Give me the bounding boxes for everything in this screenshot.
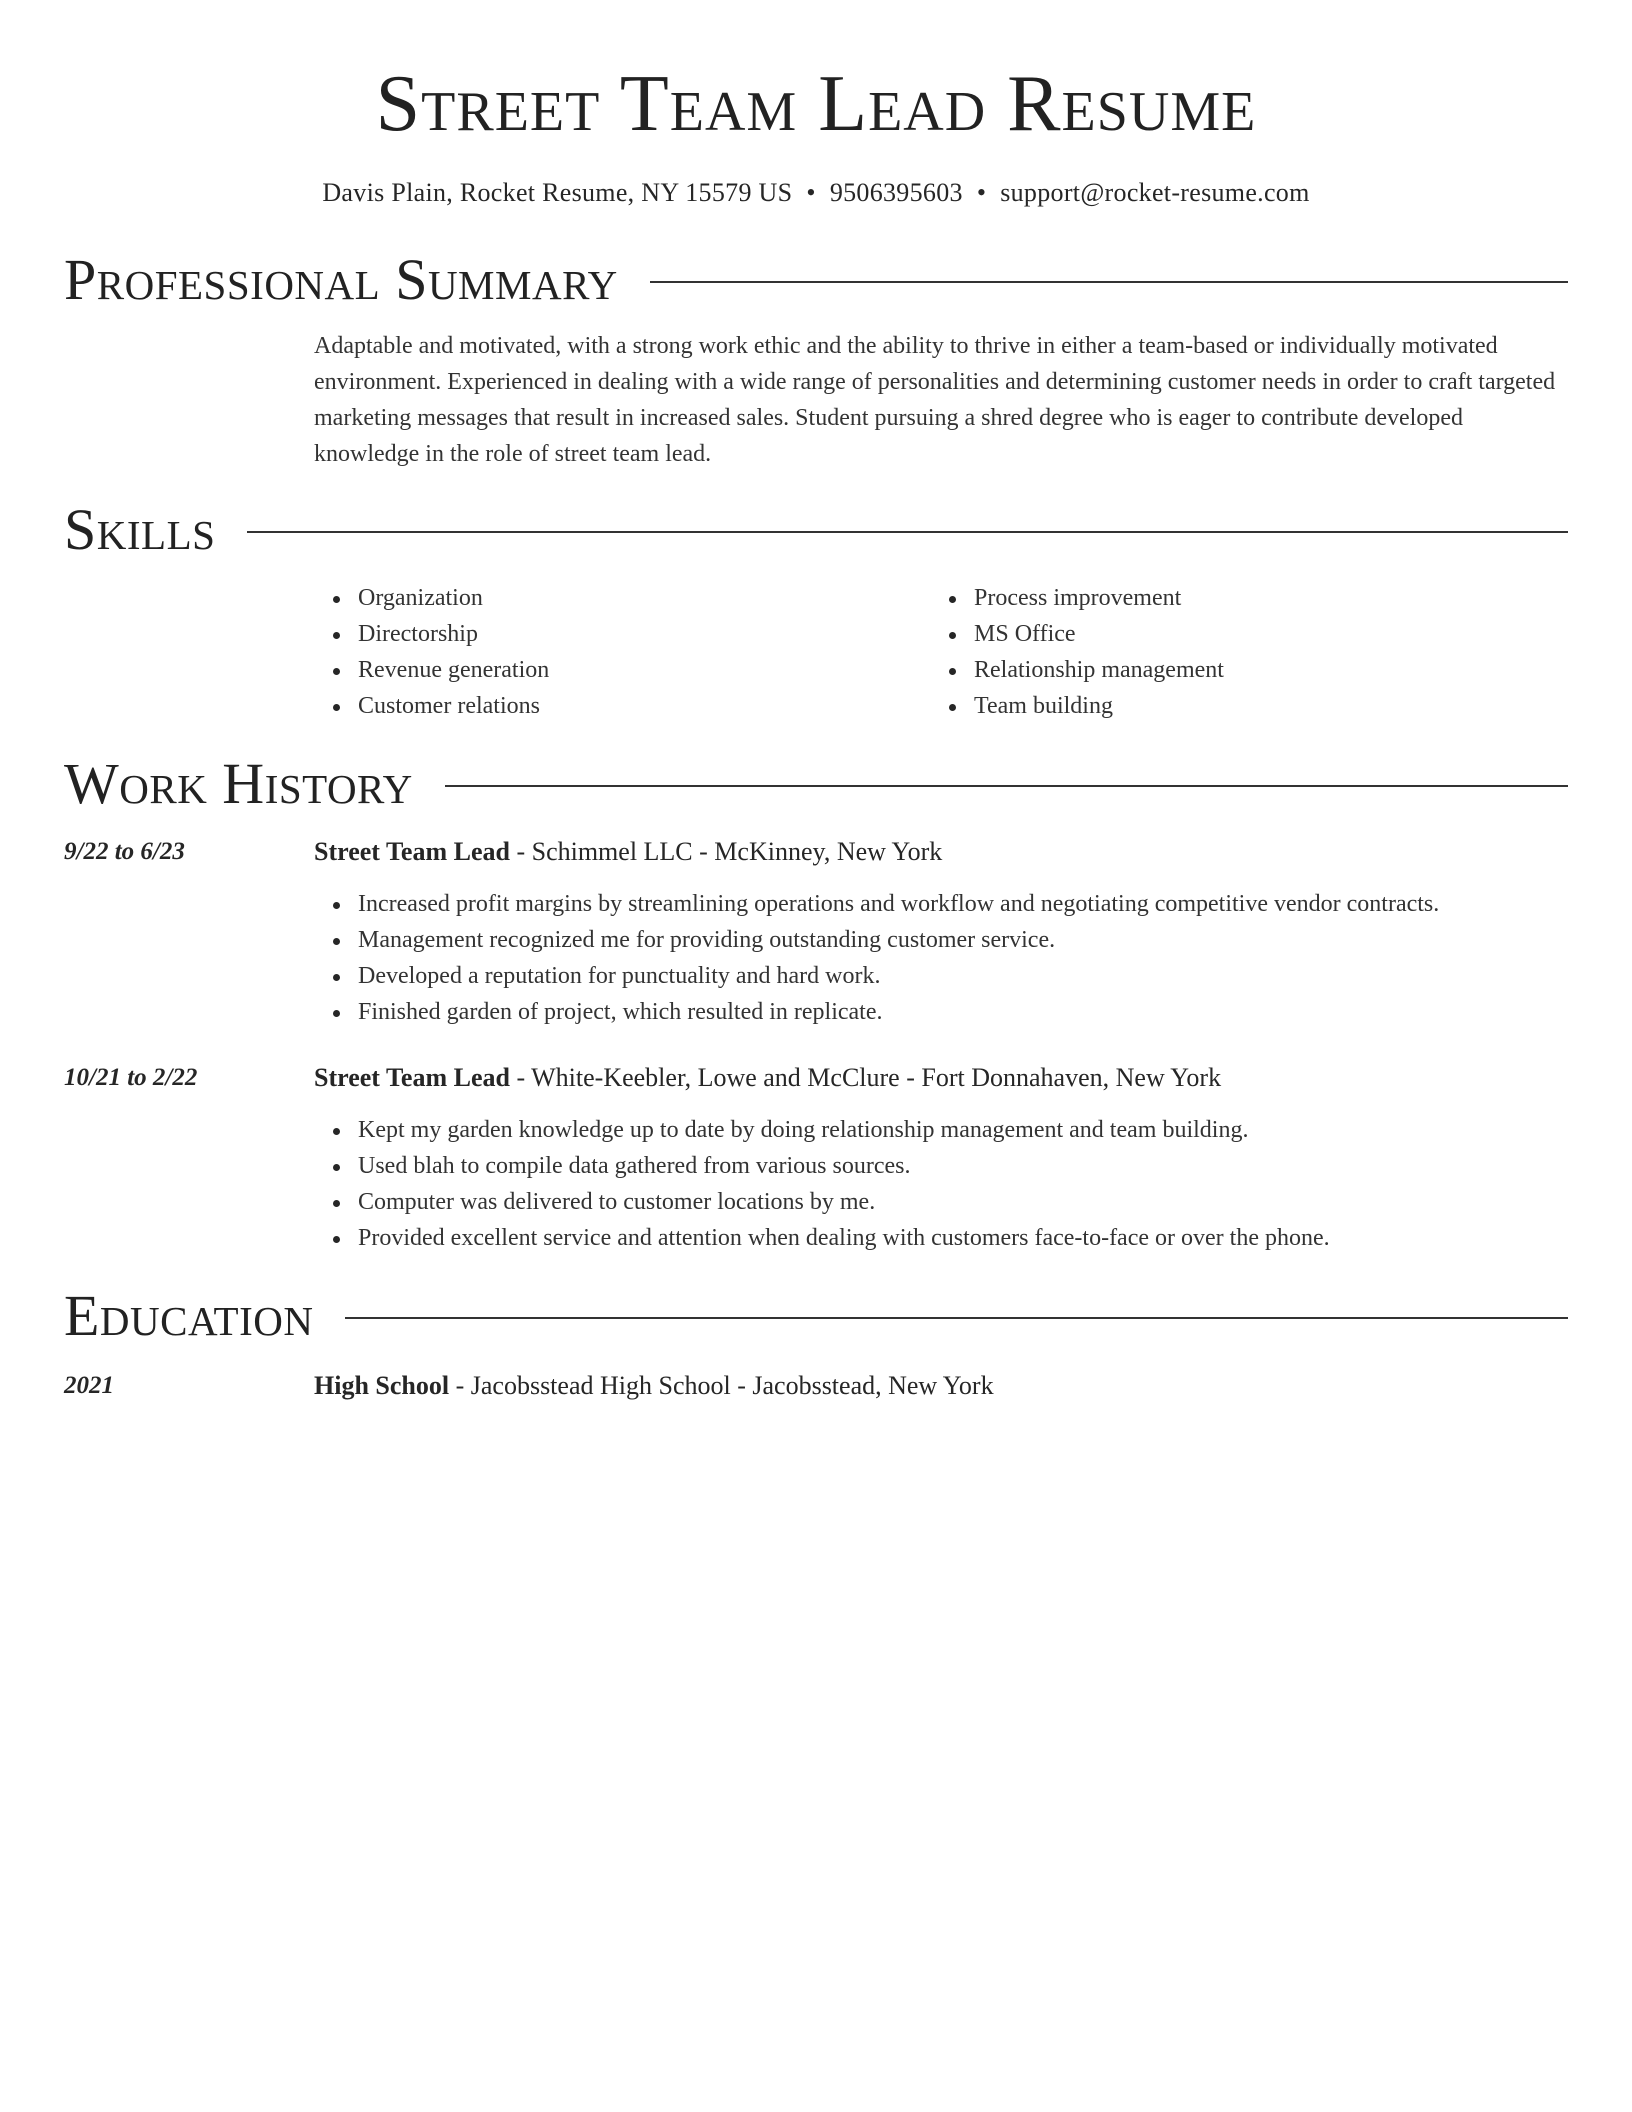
job-employer: - White-Keebler, Lowe and McClure - Fort Donnahaven, New York [509, 1063, 1222, 1092]
skills-columns [314, 580, 1568, 724]
section-header [64, 498, 1568, 562]
section-header [64, 248, 1568, 312]
section-heading: Work History [64, 751, 413, 816]
summary-text: Adaptable and motivated, with a strong work ethic and the ability to thrive in either a team-based or individually motivated environment. Experienced in dealing with a wide range of personalities and determining customer needs in order to craft targeted marketing messages that result in increased sales. Student pursuing a shred degree who is eager to contribute developed knowledge in the role of street team lead. [314, 333, 1556, 467]
resume-title: Street Team Lead Resume [375, 60, 1257, 148]
section-divider [445, 785, 1568, 787]
job-bullet: Increased profit margins by streamlining operations and workflow and negotiating competitive vendor contracts. [358, 886, 1568, 922]
education-year: 2021 [64, 1372, 114, 1399]
professional-summary-section [64, 248, 1568, 472]
job-employer: - Schimmel LLC - McKinney, New York [509, 837, 943, 866]
education-details [314, 1368, 1568, 1404]
job-headline [314, 1060, 1568, 1096]
section-heading: Education [64, 1283, 314, 1348]
skill-item: Relationship management [974, 652, 1546, 688]
skill-item: Directorship [358, 616, 930, 652]
section-header [64, 1284, 1568, 1348]
job-title: Street Team Lead [314, 1063, 510, 1092]
skill-item: Process improvement [974, 580, 1546, 616]
skill-item: MS Office [974, 616, 1546, 652]
resume-page [64, 0, 1568, 1404]
job-bullets [314, 886, 1568, 1030]
education-degree: High School [314, 1371, 450, 1400]
contact-address: Davis Plain, Rocket Resume, NY 15579 US [322, 178, 793, 207]
contact-phone: 9506395603 [829, 178, 963, 207]
job-entry [64, 1060, 1568, 1256]
section-divider [345, 1317, 1568, 1319]
job-title: Street Team Lead [314, 837, 510, 866]
skill-item: Customer relations [358, 688, 930, 724]
job-details [314, 834, 1568, 1030]
skill-item: Revenue generation [358, 652, 930, 688]
section-divider [247, 531, 1568, 533]
education-headline [314, 1368, 1568, 1404]
skills-list-left [314, 580, 930, 724]
job-entry [64, 834, 1568, 1030]
contact-line [64, 178, 1568, 208]
work-history-section [64, 752, 1568, 1256]
section-header [64, 752, 1568, 816]
skills-section [64, 498, 1568, 724]
job-bullet: Used blah to compile data gathered from various sources. [358, 1148, 1568, 1184]
job-bullet: Kept my garden knowledge up to date by doing relationship management and team building. [358, 1112, 1568, 1148]
job-bullet: Provided excellent service and attention when dealing with customers face-to-face or over the phone. [358, 1220, 1568, 1256]
job-bullet: Computer was delivered to customer locations by me. [358, 1184, 1568, 1220]
contact-separator: • [806, 178, 816, 207]
section-divider [650, 281, 1568, 283]
job-headline [314, 834, 1568, 870]
job-details [314, 1060, 1568, 1256]
education-school: - Jacobsstead High School - Jacobsstead, New York [449, 1371, 994, 1400]
job-dates: 10/21 to 2/22 [64, 1064, 198, 1091]
skills-list-right [930, 580, 1546, 724]
job-bullet: Management recognized me for providing outstanding customer service. [358, 922, 1568, 958]
section-heading: Skills [64, 497, 216, 562]
skill-item: Team building [974, 688, 1546, 724]
job-bullets [314, 1112, 1568, 1256]
contact-separator: • [976, 178, 987, 207]
section-heading: Professional Summary [64, 247, 618, 312]
job-bullet: Developed a reputation for punctuality and hard work. [358, 958, 1568, 994]
contact-email: support@rocket-resume.com [1000, 178, 1310, 207]
job-bullet: Finished garden of project, which resulted in replicate. [358, 994, 1568, 1030]
education-entry [64, 1368, 1568, 1404]
education-section [64, 1284, 1568, 1404]
job-dates: 9/22 to 6/23 [64, 838, 185, 865]
skill-item: Organization [358, 580, 930, 616]
